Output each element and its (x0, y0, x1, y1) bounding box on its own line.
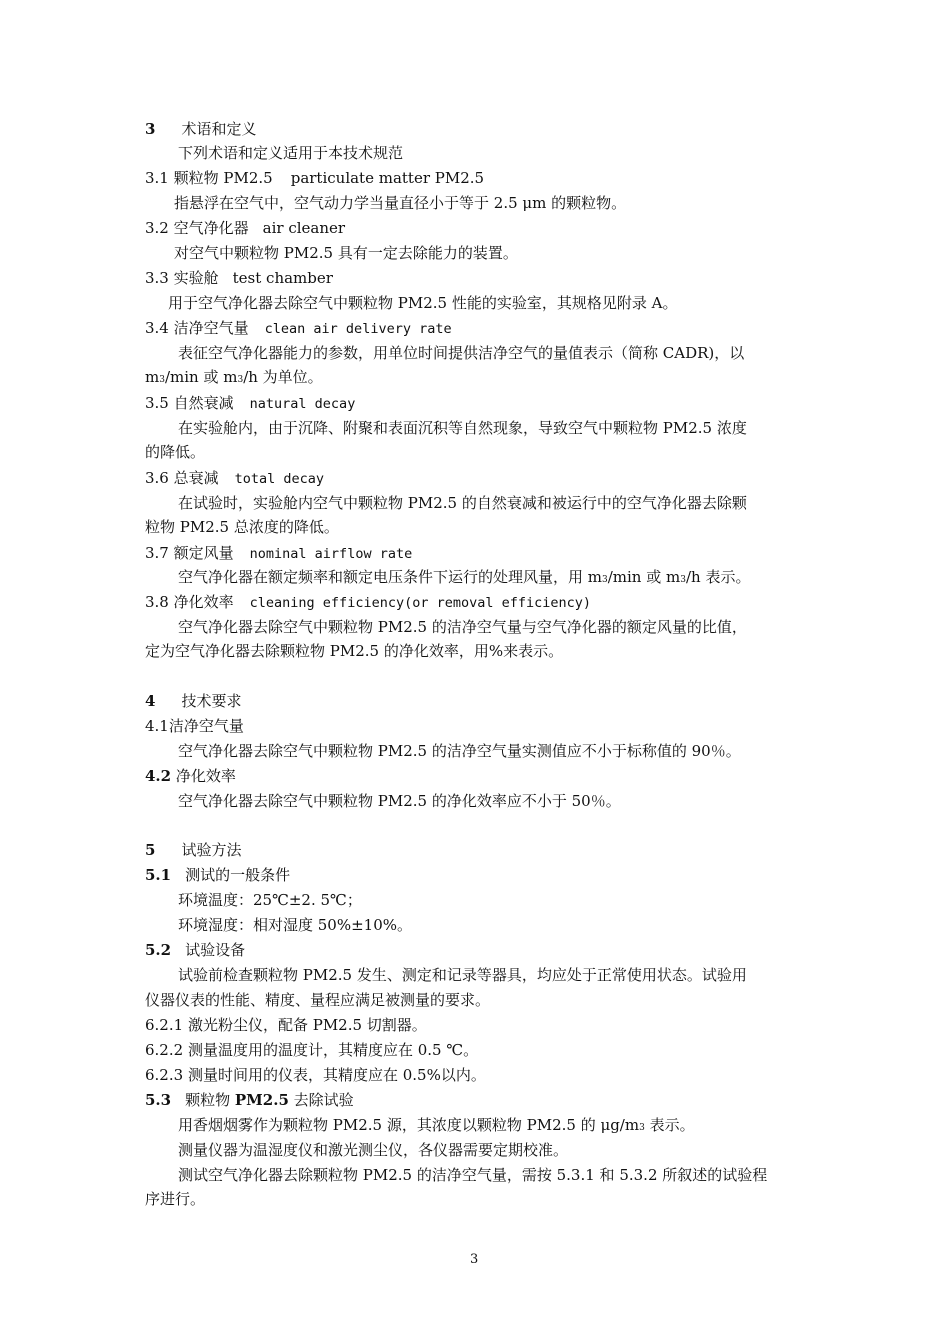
equipment-6-2-3: 6.2.3 测量时间用的仪表，其精度应在 0.5%以内。 (145, 1066, 486, 1084)
equipment-6-2-2: 6.2.2 测量温度用的温度计，其精度应在 0.5 ℃。 (145, 1041, 479, 1059)
method-5-3-paragraph-3-line2: 序进行。 (145, 1190, 206, 1208)
term-3-8-definition-line1: 空气净化器去除空气中颗粒物 PM2.5 的洁净空气量与空气净化器的额定风量的比值， (178, 618, 747, 636)
method-5-3-heading: 5.3 颗粒物 PM2.5 去除试验 (145, 1091, 354, 1109)
term-3-3-definition: 用于空气净化器去除空气中颗粒物 PM2.5 性能的实验室，其规格见附录 A。 (168, 294, 678, 312)
method-5-2-heading: 5.2 试验设备 (145, 941, 246, 959)
term-3-4-heading: 3.4 洁净空气量 clean air delivery rate (145, 319, 452, 337)
section-4-heading: 4 技术要求 (145, 692, 242, 710)
req-4-2-heading: 4.2 净化效率 (145, 767, 236, 785)
section-3-heading: 3 术语和定义 (145, 120, 257, 138)
term-3-1-heading: 3.1 颗粒物 PM2.5 particulate matter PM2.5 (145, 169, 485, 187)
term-3-2-heading: 3.2 空气净化器 air cleaner (145, 219, 346, 237)
term-3-5-definition-line1: 在实验舱内，由于沉降、附聚和表面沉积等自然现象，导致空气中颗粒物 PM2.5 浓度 (178, 419, 747, 437)
section-3-intro: 下列术语和定义适用于本技术规范 (178, 144, 404, 162)
req-4-1-text: 空气净化器去除空气中颗粒物 PM2.5 的洁净空气量实测值应不小于标称值的 90％。 (178, 742, 741, 760)
term-3-6-definition-line2: 粒物 PM2.5 总浓度的降低。 (145, 518, 339, 536)
method-5-3-paragraph-1: 用香烟烟雾作为颗粒物 PM2.5 源，其浓度以颗粒物 PM2.5 的 μg/m3 表示。 (178, 1116, 695, 1134)
term-3-6-definition-line1: 在试验时，实验舱内空气中颗粒物 PM2.5 的自然衰减和被运行中的空气净化器去除颗 (178, 494, 747, 512)
term-3-7-heading: 3.7 额定风量 nominal airflow rate (145, 544, 413, 562)
term-3-3-heading: 3.3 实验舱 test chamber (145, 269, 333, 287)
term-3-7-definition: 空气净化器在额定频率和额定电压条件下运行的处理风量，用 m3/min 或 m3/h 表示。 (178, 568, 751, 586)
method-5-2-text-line2: 仪器仪表的性能、精度、量程应满足被测量的要求。 (145, 991, 491, 1009)
term-3-6-heading: 3.6 总衰减 total decay (145, 469, 325, 487)
term-3-1-definition: 指悬浮在空气中，空气动力学当量直径小于等于 2.5 μm 的颗粒物。 (174, 194, 627, 212)
method-5-1-humidity: 环境湿度：相对湿度 50%±10%。 (178, 916, 413, 934)
req-4-2-text: 空气净化器去除空气中颗粒物 PM2.5 的净化效率应不小于 50％。 (178, 792, 621, 810)
method-5-1-temperature: 环境温度：25℃±2. 5℃； (178, 891, 362, 909)
section-5-heading: 5 试验方法 (145, 841, 242, 859)
term-3-8-definition-line2: 定为空气净化器去除颗粒物 PM2.5 的净化效率，用%来表示。 (145, 642, 564, 660)
term-3-8-heading: 3.8 净化效率 cleaning efficiency(or removal efficiency) (145, 593, 592, 611)
term-3-5-heading: 3.5 自然衰减 natural decay (145, 394, 356, 412)
req-4-1-heading: 4.1洁净空气量 (145, 717, 244, 735)
term-3-4-definition-line1: 表征空气净化器能力的参数，用单位时间提供洁净空气的量值表示（简称 CADR)，以 (178, 344, 745, 362)
equipment-6-2-1: 6.2.1 激光粉尘仪，配备 PM2.5 切割器。 (145, 1016, 427, 1034)
method-5-1-heading: 5.1 测试的一般条件 (145, 866, 291, 884)
term-3-2-definition: 对空气中颗粒物 PM2.5 具有一定去除能力的装置。 (174, 244, 518, 262)
method-5-3-paragraph-3-line1: 测试空气净化器去除颗粒物 PM2.5 的洁净空气量，需按 5.3.1 和 5.3.2 所叙述的试验程 (178, 1166, 768, 1184)
method-5-3-paragraph-2: 测量仪器为温湿度仪和激光测尘仪，各仪器需要定期校准。 (178, 1141, 569, 1159)
term-3-5-definition-line2: 的降低。 (145, 443, 206, 461)
term-3-4-definition-line2: m3/min 或 m3/h 为单位。 (145, 368, 323, 386)
method-5-2-text-line1: 试验前检查颗粒物 PM2.5 发生、测定和记录等器具，均应处于正常使用状态。试验用 (178, 966, 747, 984)
page-number: 3 (470, 1252, 479, 1267)
